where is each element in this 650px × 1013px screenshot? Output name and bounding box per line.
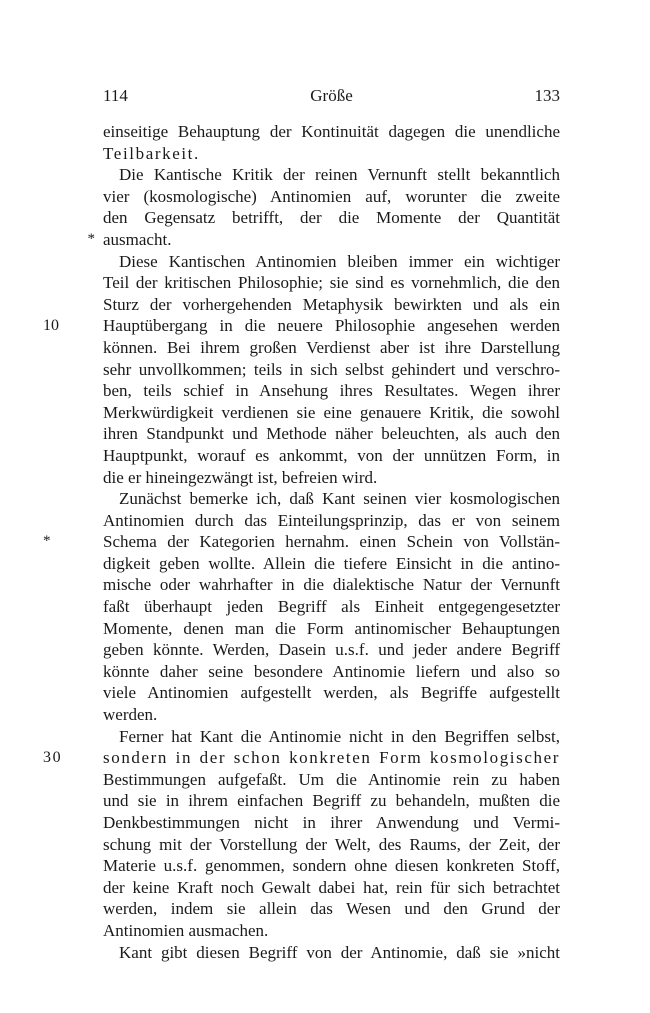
margin-annotation-mark: * — [43, 533, 51, 550]
text-line: ihren Standpunkt und Methode näher beleuchten, als auch den — [103, 424, 560, 444]
text-line: ben, teils schief in Ansehung ihres Resultates. Wegen ihrer — [103, 381, 560, 401]
text-line: Ferner hat Kant die Antinomie nicht in den Begriffen selbst, — [119, 726, 560, 746]
text-line: sehr unvollkommen; teils in sich selbst gehindert und verschro- — [103, 359, 560, 379]
text-line: werden. — [103, 705, 158, 725]
margin-annotation-mark: * — [87, 230, 95, 247]
text-line: Teil der kritischen Philosophie; sie sind es vornehmlich, die den — [103, 273, 560, 293]
text-line: 10 Hauptübergang in die neuere Philosophie angesehen werden — [43, 316, 560, 336]
text-line: die er hineingezwängt ist, befreien wird. — [103, 467, 378, 487]
margin-line-number: 30 — [43, 749, 63, 767]
text-line: faßt überhaupt jeden Begriff als Einheit entgegengesetzter — [103, 597, 560, 617]
text-line: Bestimmungen aufgefaßt. Um die Antinomie rein zu haben — [103, 769, 560, 789]
text-line: werden, indem sie allein das Wesen und den Grund der — [103, 899, 560, 919]
text-line: digkeit geben wollte. Allein die tiefere Einsicht in die antino- — [103, 553, 560, 573]
text-line: 30 sondern in der schon konkreten Form kosmologischer — [43, 748, 560, 768]
text-line: mische oder wahrhafter in die dialektische Natur der Vernunft — [103, 575, 560, 595]
text-line: Teilbarkeit. — [103, 143, 200, 163]
running-header — [103, 86, 560, 110]
margin-line-number: 10 — [43, 317, 59, 335]
text-line: Hauptpunkt, worauf es ankommt, von der unnützen Form, in — [103, 445, 560, 465]
page-number-right: 133 — [534, 86, 560, 105]
text-line: könnte daher seine besondere Antinomie liefern und also so — [103, 661, 560, 681]
text-line: Sturz der vorhergehenden Metaphysik bewirkten und als ein — [103, 294, 560, 314]
text-line: Die Kantische Kritik der reinen Vernunft stellt bekanntlich — [119, 165, 560, 185]
running-title: Größe — [310, 86, 353, 105]
text-line: * ausmacht. — [103, 229, 560, 251]
text-line: Antinomien durch das Einteilungsprinzip, das er von seinem — [103, 510, 560, 530]
page-number-left: 114 — [103, 86, 128, 105]
text-line: Zunächst bemerke ich, daß Kant seinen vier kosmologischen — [119, 489, 560, 509]
text-line: den Gegensatz betrifft, der die Momente der Quantität — [103, 208, 560, 228]
text-line: viele Antinomien aufgestellt werden, als Begriffe aufgestellt — [103, 683, 560, 703]
body-text — [43, 121, 560, 963]
text-line: Antinomien ausmachen. — [103, 920, 269, 940]
text-line: können. Bei ihrem großen Verdienst aber ist ihre Darstellung — [103, 337, 560, 357]
text-line: * Schema der Kategorien hernahm. einen Schein von Vollstän- — [43, 532, 560, 552]
text-line: vier (kosmologische) Antinomien auf, worunter die zweite — [103, 186, 560, 206]
text-line: Denkbestimmungen nicht in ihrer Anwendung und Vermi- — [103, 813, 560, 832]
text-line: Materie u.s.f. genommen, sondern ohne diesen konkreten Stoff, — [103, 856, 560, 876]
text-line: geben könnte. Werden, Dasein u.s.f. und jeder andere Begriff — [103, 640, 560, 660]
text-line: der keine Kraft noch Gewalt dabei hat, rein für sich betrachtet — [103, 877, 560, 897]
text-line: und sie in ihrem einfachen Begriff zu behandeln, mußten die — [103, 791, 560, 811]
text-line: Momente, denen man die Form antinomischer Behauptungen — [103, 618, 560, 638]
text-line: Diese Kantischen Antinomien bleiben immer ein wichtiger — [119, 251, 560, 271]
text-line: einseitige Behauptung der Kontinuität dagegen die unendliche — [103, 122, 560, 141]
text-line: schung mit der Vorstellung der Welt, des Raums, der Zeit, der — [103, 834, 560, 854]
text-line: Kant gibt diesen Begriff von der Antinomie, daß sie »nicht — [119, 942, 560, 962]
text-line: Merkwürdigkeit verdienen sie eine genauere Kritik, die sowohl — [103, 402, 560, 422]
